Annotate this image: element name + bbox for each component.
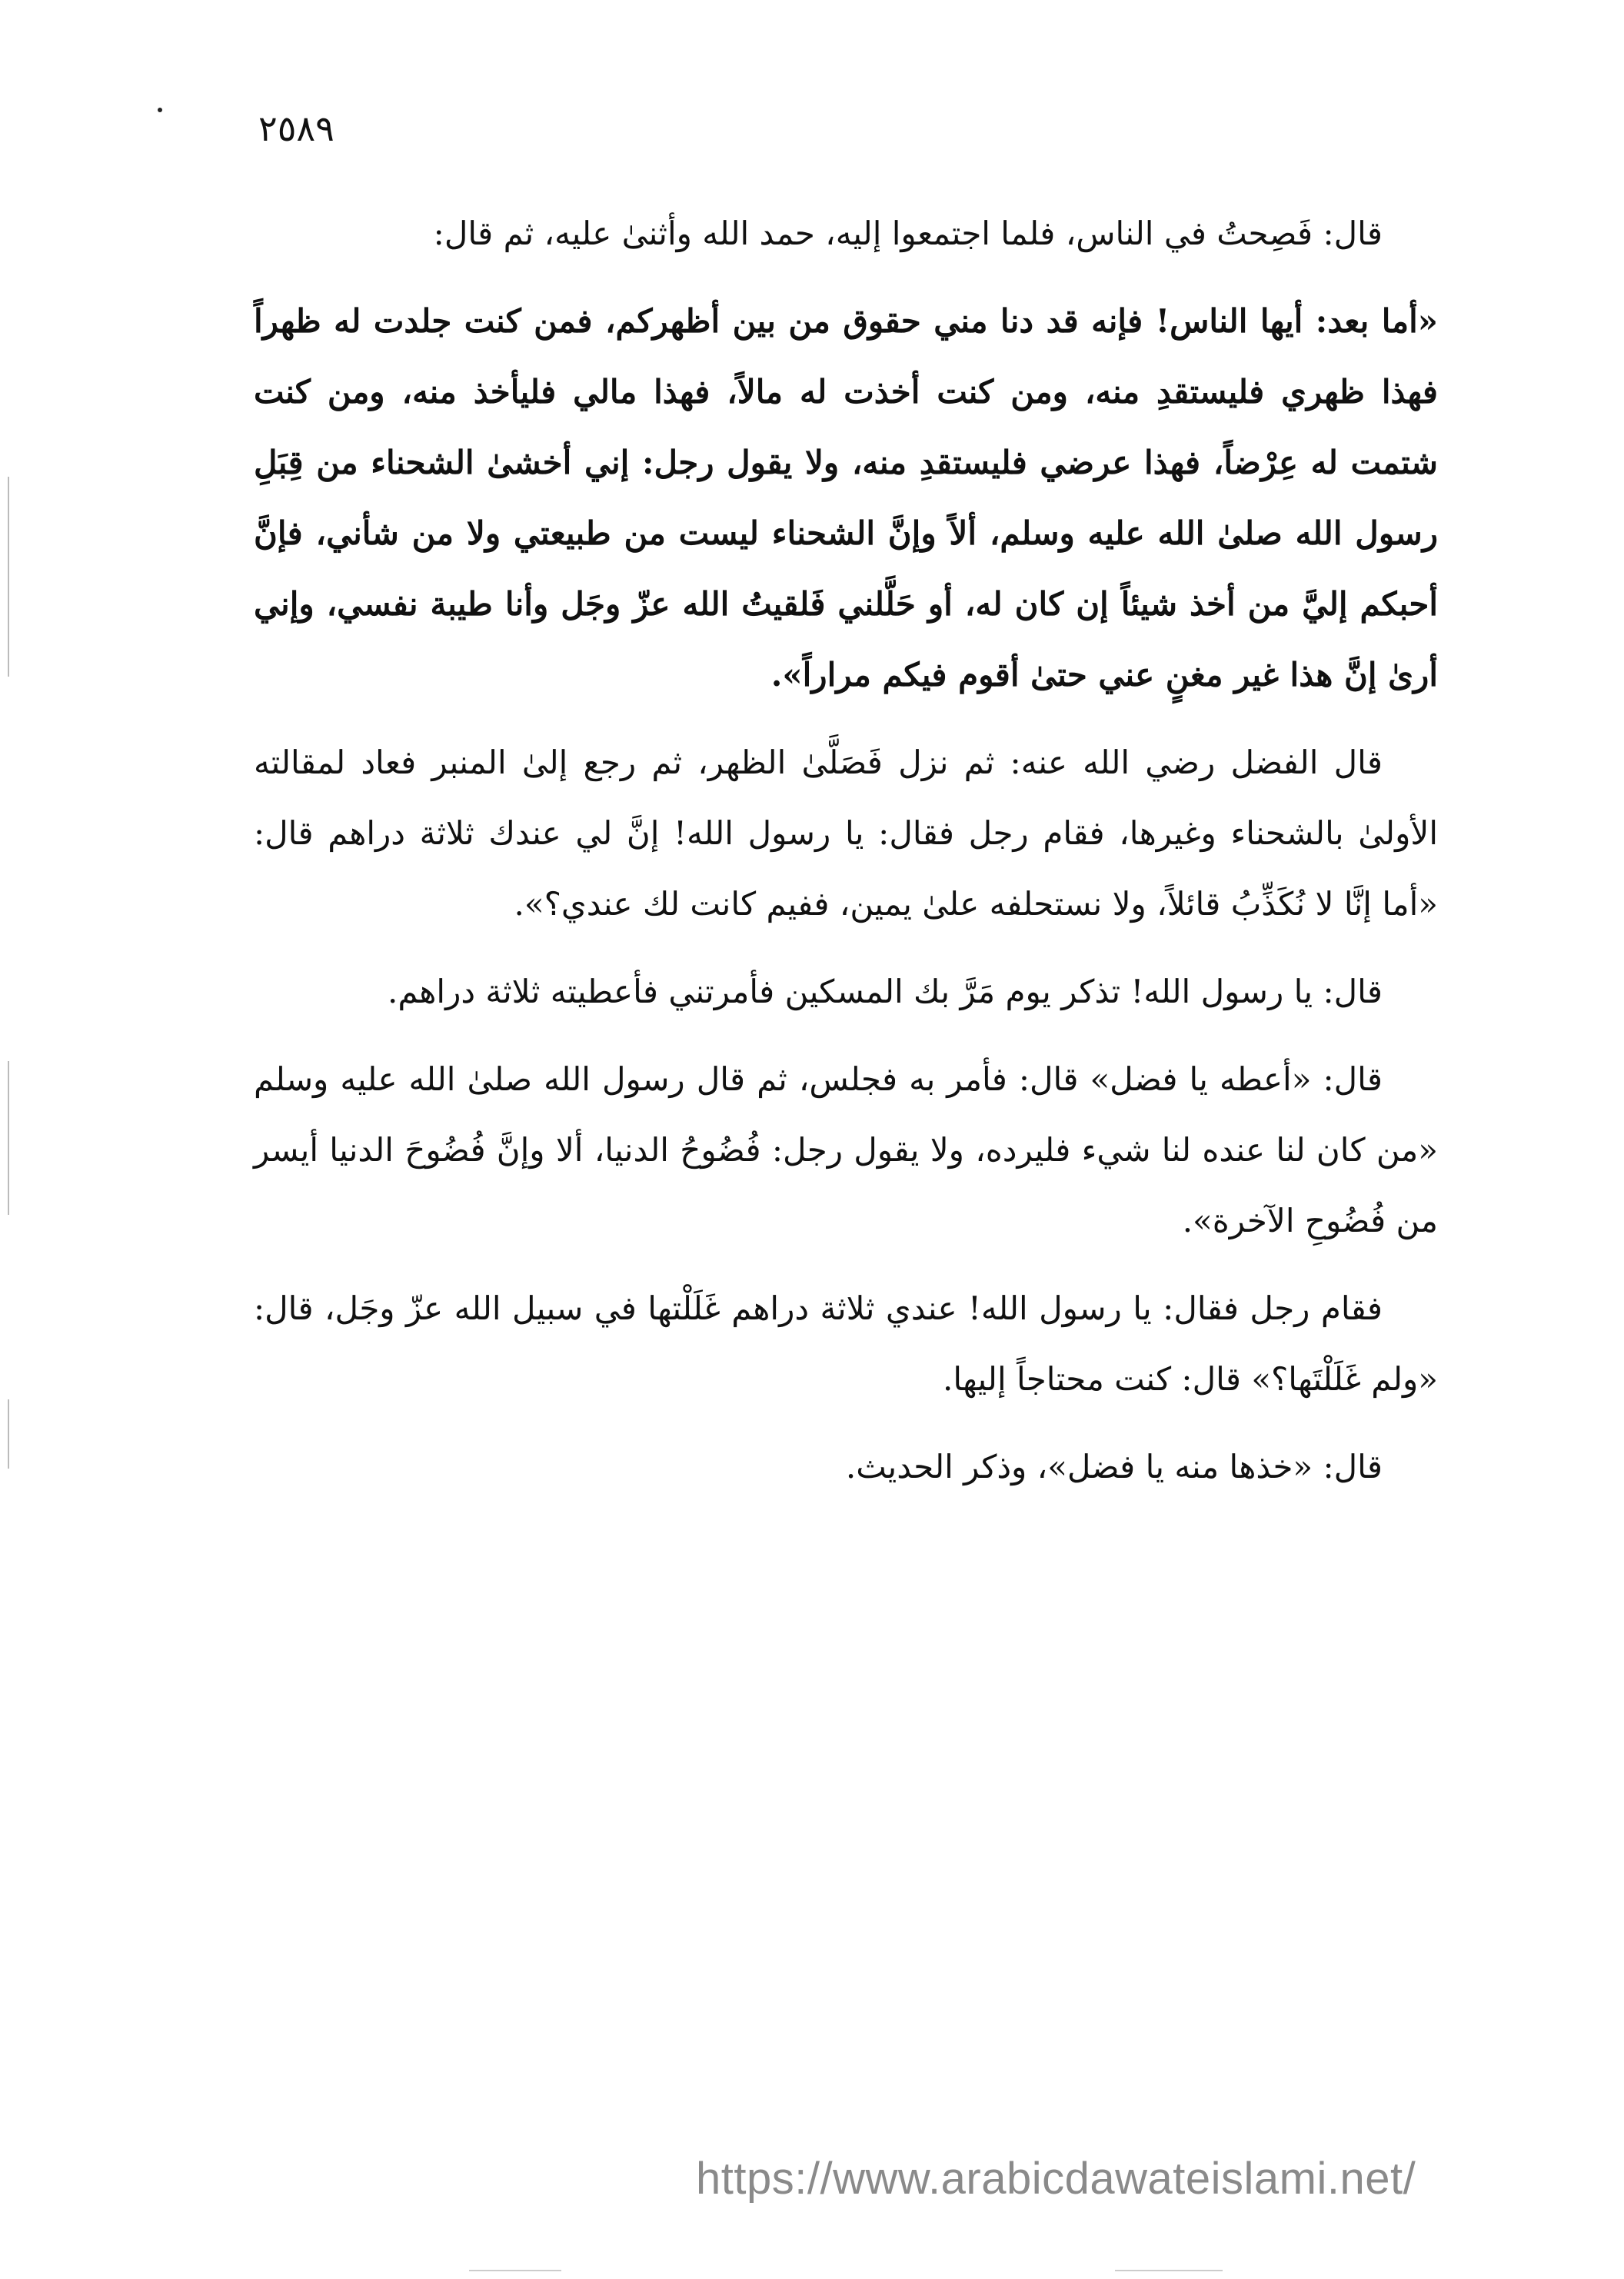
paragraph-5: قال: «أعطه يا فضل» قال: فأمر به فجلس، ثم قال رسول الله صلىٰ الله عليه وسلم «من كان لنا عنده لنا شيء فليرده، ولا يقول رجل: فُضُوحُ الدنيا، ألا وإنَّ فُضُوحَ الدنيا أيسر من فُضُوحِ الآخرة». bbox=[254, 1060, 1438, 1239]
scan-bottom-mark bbox=[1115, 2270, 1223, 2271]
body-text bbox=[254, 198, 1438, 1519]
paragraph-3: قال الفضل رضي الله عنه: ثم نزل فَصَلَّىٰ الظهر، ثم رجع إلىٰ المنبر فعاد لمقالته الأولىٰ بالشحناء وغيرها، فقام رجل فقال: يا رسول الله! إنَّ لي عندك ثلاثة دراهم قال: «أما إنَّا لا نُكَذِّبُ قائلاً، ولا نستحلفه علىٰ يمين، ففيم كانت لك عندي؟». bbox=[254, 744, 1438, 923]
scan-bottom-mark bbox=[469, 2270, 561, 2271]
page-number: ٢٥٨٩ bbox=[258, 108, 334, 149]
paragraph-7: قال: «خذها منه يا فضل»، وذكر الحديث. bbox=[845, 1448, 1383, 1486]
paragraph-4: قال: يا رسول الله! تذكر يوم مَرَّ بك المسكين فأمرتني فأعطيته ثلاثة دراهم. bbox=[387, 973, 1383, 1010]
scan-edge-mark bbox=[8, 1061, 9, 1215]
watermark-url: https://www.arabicdawateislami.net/ bbox=[696, 2154, 1416, 2204]
paragraph-2-quote: «أما بعد: أيها الناس! فإنه قد دنا مني حقوق من بين أظهركم، فمن كنت جلدت له ظهراً فهذا ظهري فليستقدِ منه، ومن كنت أخذت له مالاً، فهذا مالي فليأخذ منه، ومن كنت شتمت له عِرْضاً، فهذا عرضي فليستقدِ منه، ولا يقول رجل: إني أخشىٰ الشحناء من قِبَلِ رسول الله صلىٰ الله عليه وسلم، ألاً وإنَّ الشحناء ليست من طبيعتي ولا من شأني، فإنَّ أحبكم إليَّ من أخذ شيئاً إن كان له، أو حَلَّلني فَلقيتُ الله عزّ وجَل وأنا طيبة نفسي، وإني أرىٰ إنَّ هذا غير مغنٍ عني حتىٰ أقوم فيكم مراراً». bbox=[254, 302, 1438, 694]
scan-edge-mark bbox=[8, 1399, 9, 1469]
margin-dot bbox=[158, 108, 162, 112]
paragraph-6: فقام رجل فقال: يا رسول الله! عندي ثلاثة دراهم غَلَلْتها في سبيل الله عزّ وجَل، قال: «ولم غَلَلْتَها؟» قال: كنت محتاجاً إليها. bbox=[254, 1289, 1438, 1398]
scan-edge-mark bbox=[8, 477, 9, 677]
paragraph-1: قال: فَصِحتُ في الناس، فلما اجتمعوا إليه، حمد الله وأثنىٰ عليه، ثم قال: bbox=[433, 215, 1383, 252]
